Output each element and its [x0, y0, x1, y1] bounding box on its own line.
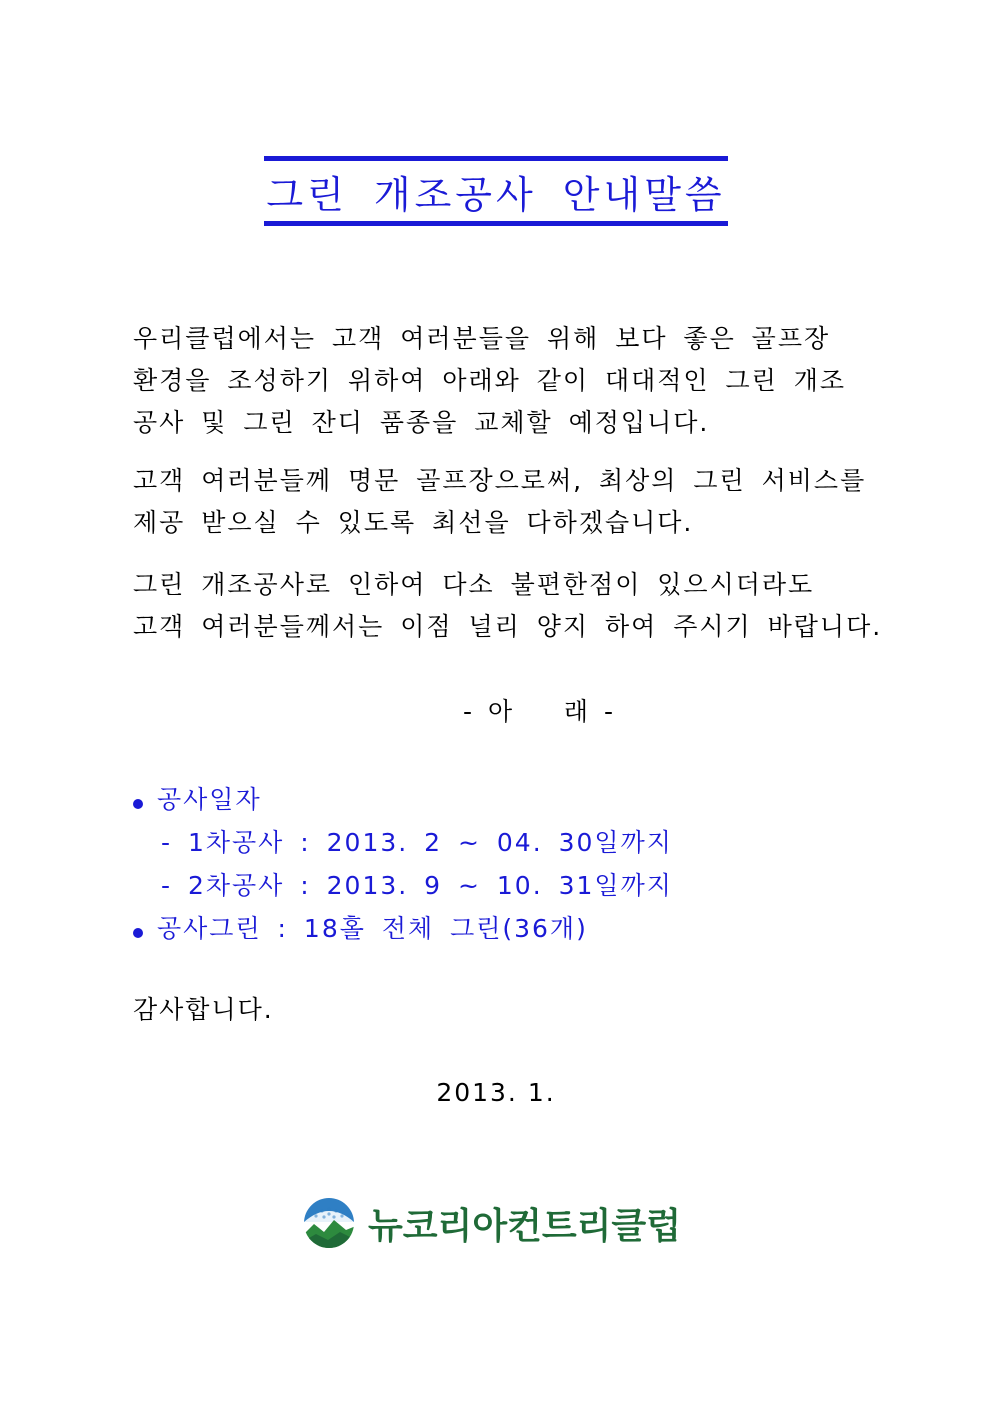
paragraph-line: 공사 및 그린 잔디 품종을 교체할 예정입니다. [133, 408, 710, 437]
paragraph-line: 제공 받으실 수 있도록 최선을 다하겠습니다. [133, 508, 694, 537]
paragraph-line: 그린 개조공사로 인하여 다소 불편한점이 있으시더라도 [133, 570, 815, 599]
club-name: 뉴코리아컨트리클럽 [368, 1205, 681, 1247]
greens-info: 공사그린 : 18홀 전체 그린(36개) [157, 914, 588, 943]
paragraph-apology [133, 564, 933, 648]
paragraph-intro [133, 318, 933, 444]
paragraph-line: 고객 여러분들께 명문 골프장으로써, 최상의 그린 서비스를 [133, 466, 867, 495]
page-title: 그린 개조공사 안내말씀 [266, 172, 726, 217]
schedule-label: 공사일자 [157, 785, 262, 814]
below-heading: - 아 래 - [462, 697, 618, 726]
phase1-schedule: - 1차공사 : 2013. 2 ~ 04. 30일까지 [161, 828, 673, 857]
list-item [133, 821, 673, 864]
paragraph-service [133, 460, 933, 544]
golf-ball-mountain-icon [302, 1196, 356, 1250]
paragraph-line: 환경을 조성하기 위하여 아래와 같이 대대적인 그린 개조 [133, 366, 847, 395]
list-item [133, 778, 673, 821]
paragraph-line: 우리클럽에서는 고객 여러분들을 위해 보다 좋은 골프장 [133, 324, 831, 353]
notice-date: 2013. 1. [436, 1078, 556, 1107]
construction-details [133, 778, 673, 950]
club-logo [302, 1196, 681, 1250]
paragraph-line: 고객 여러분들께서는 이점 널리 양지 하여 주시기 바랍니다. [133, 612, 883, 641]
bullet-icon [133, 928, 143, 938]
bullet-icon [133, 799, 143, 809]
phase2-schedule: - 2차공사 : 2013. 9 ~ 10. 31일까지 [161, 871, 673, 900]
closing-text: 감사합니다. [133, 995, 274, 1024]
list-item [133, 864, 673, 907]
title-box [264, 156, 728, 226]
list-item [133, 907, 673, 950]
